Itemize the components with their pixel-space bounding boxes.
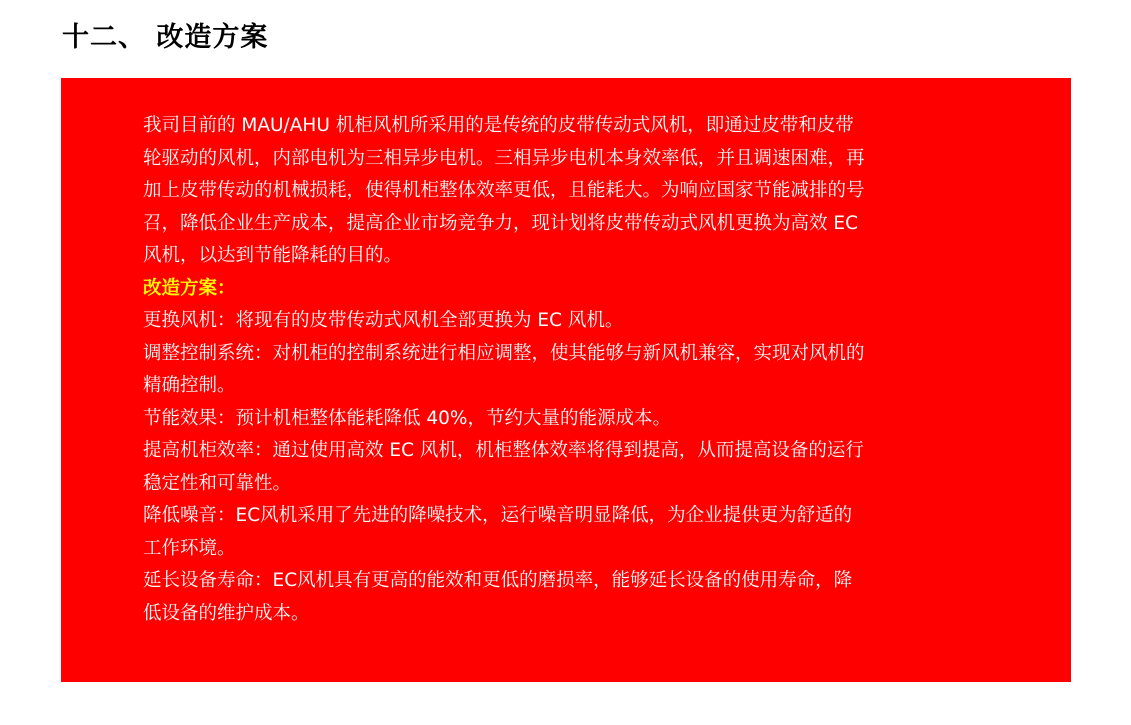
plan-line-lifespan-cont: 低设备的维护成本。 [143, 602, 310, 624]
plan-line-efficiency: 提高机柜效率：通过使用高效 EC 风机，机柜整体效率将得到提高，从而提高设备的运行 [143, 440, 864, 461]
page-title: 十二、 改造方案 [62, 22, 269, 53]
intro-line: 召，降低企业生产成本，提高企业市场竞争力，现计划将皮带传动式风机更换为高效 EC [143, 212, 858, 234]
intro-line: 轮驱动的风机，内部电机为三相异步电机。三相异步电机本身效率低，并且调速困难，再 [143, 147, 865, 169]
plan-line-noise-cont: 工作环境。 [143, 537, 236, 559]
plan-line-lifespan: 延长设备寿命：EC风机具有更高的能效和更低的磨损率，能够延长设备的使用寿命，降 [143, 570, 853, 591]
intro-line: 我司目前的 MAU/AHU 机柜风机所采用的是传统的皮带传动式风机，即通过皮带和皮带 [143, 115, 854, 136]
intro-line: 风机，以达到节能降耗的目的。 [143, 245, 403, 266]
section-label: 改造方案： [143, 277, 236, 299]
intro-line: 加上皮带传动的机械损耗，使得机柜整体效率更低，且能耗大。为响应国家节能减排的号 [143, 180, 865, 201]
plan-line-energy-saving: 节能效果：预计机柜整体能耗降低 40%，节约大量的能源成本。 [143, 407, 672, 429]
plan-line-efficiency-cont: 稳定性和可靠性。 [143, 472, 292, 494]
plan-line-noise: 降低噪音：EC风机采用了先进的降噪技术，运行噪音明显降低，为企业提供更为舒适的 [143, 505, 853, 526]
plan-line-replace-fans: 更换风机：将现有的皮带传动式风机全部更换为 EC 风机。 [143, 310, 624, 331]
plan-line-control-system: 调整控制系统：对机柜的控制系统进行相应调整，使其能够与新风机兼容，实现对风机的 [143, 342, 865, 364]
plan-line-control-system-cont: 精确控制。 [143, 375, 236, 396]
panel-text-block [143, 110, 995, 630]
content-panel [61, 78, 1071, 682]
